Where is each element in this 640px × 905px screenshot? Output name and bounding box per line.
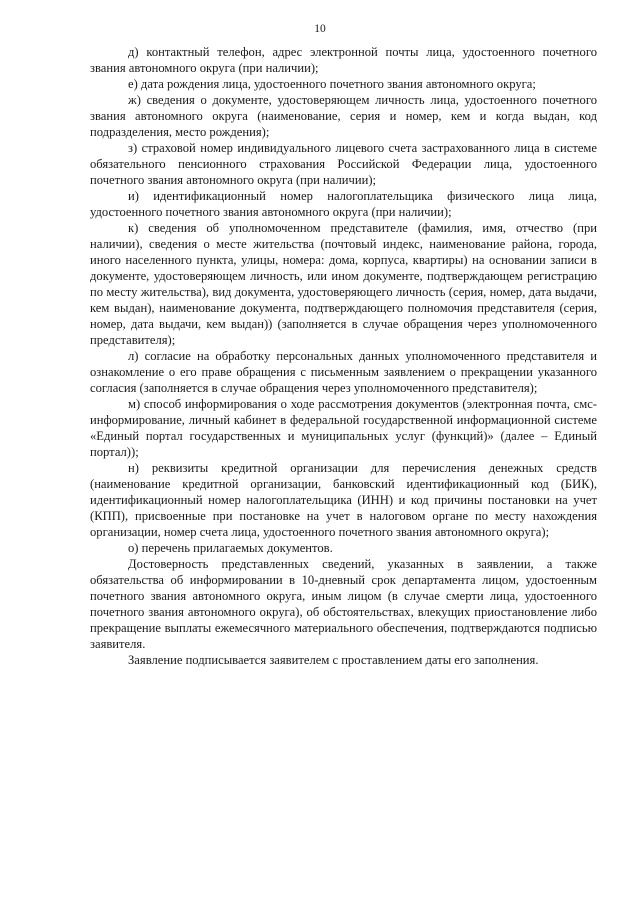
paragraph-item-o: о) перечень прилагаемых документов. (128, 541, 333, 555)
paragraph-item-l: л) согласие на обработку персональных данных уполномоченного представителя и ознакомление о его праве обращения с письменным заявлением о прекращении указанного согласия (заполняется в случае обращения через уполномоченного представителя); (90, 349, 597, 395)
paragraph-item-i: и) идентификационный номер налогоплательщика физического лица лица, удостоенного почетного звания автономного округа (при наличии); (90, 189, 597, 219)
paragraph-item-e: е) дата рождения лица, удостоенного почетного звания автономного округа; (128, 77, 536, 91)
paragraph-item-z: з) страховой номер индивидуального лицевого счета застрахованного лица в системе обязательного пенсионного страхования Российской Федерации лица, удостоенного почетного звания автономного округа (при наличии); (90, 141, 597, 187)
paragraph-item-n: н) реквизиты кредитной организации для перечисления денежных средств (наименование кредитной организации, банковский идентификационный код (БИК), идентификационный номер налогоплательщика (ИНН) и код причины постановки на учет (КПП), присвоенные при постановке на учет в налоговом органе по месту нахождения организации, номер счета лица, удостоенного почетного звания автономного округа); (90, 461, 597, 539)
paragraph-item-zh: ж) сведения о документе, удостоверяющем личность лица, удостоенного почетного звания автономного округа (наименование, серия и номер, кем и когда выдан, код подразделения, место рождения); (90, 93, 597, 139)
paragraph-signature: Заявление подписывается заявителем с проставлением даты его заполнения. (128, 653, 539, 667)
paragraph-reliability: Достоверность представленных сведений, указанных в заявлении, а также обязательства об информировании в 10-дневный срок департамента лицом, удостоенным почетного звания автономного округа, иным лицом (в случае смерти лица, удостоенного почетного звания автономного округа), об обстоятельствах, влекущих приостановление либо прекращение выплаты ежемесячного материального обеспечения, подтверждаются подписью заявителя. (90, 557, 597, 651)
paragraph-item-d: д) контактный телефон, адрес электронной почты лица, удостоенного почетного звания автономного округа (при наличии); (90, 45, 597, 75)
paragraph-item-k: к) сведения об уполномоченном представителе (фамилия, имя, отчество (при наличии), сведения о месте жительства (почтовый индекс, наименование района, города, иного населенного пункта, улицы, номера: дома, корпуса, квартиры) на основании записи в документе, удостоверяющем личность, или ином документе, подтверждающем регистрацию по месту жительства), вид документа, удостоверяющего личность (серия, номер, дата выдачи, кем выдан), наименование документа, подтверждающего полномочия представителя (серия, номер, дата выдачи, кем выдан)) (заполняется в случае обращения через уполномоченного представителя); (90, 221, 597, 347)
paragraph-item-m: м) способ информирования о ходе рассмотрения документов (электронная почта, смс-информирование, личный кабинет в федеральной государственной информационной системе «Единый портал государственных и муниципальных услуг (функций)» (далее – Единый портал)); (90, 397, 597, 459)
document-body (90, 44, 597, 668)
page-number: 10 (314, 23, 326, 35)
